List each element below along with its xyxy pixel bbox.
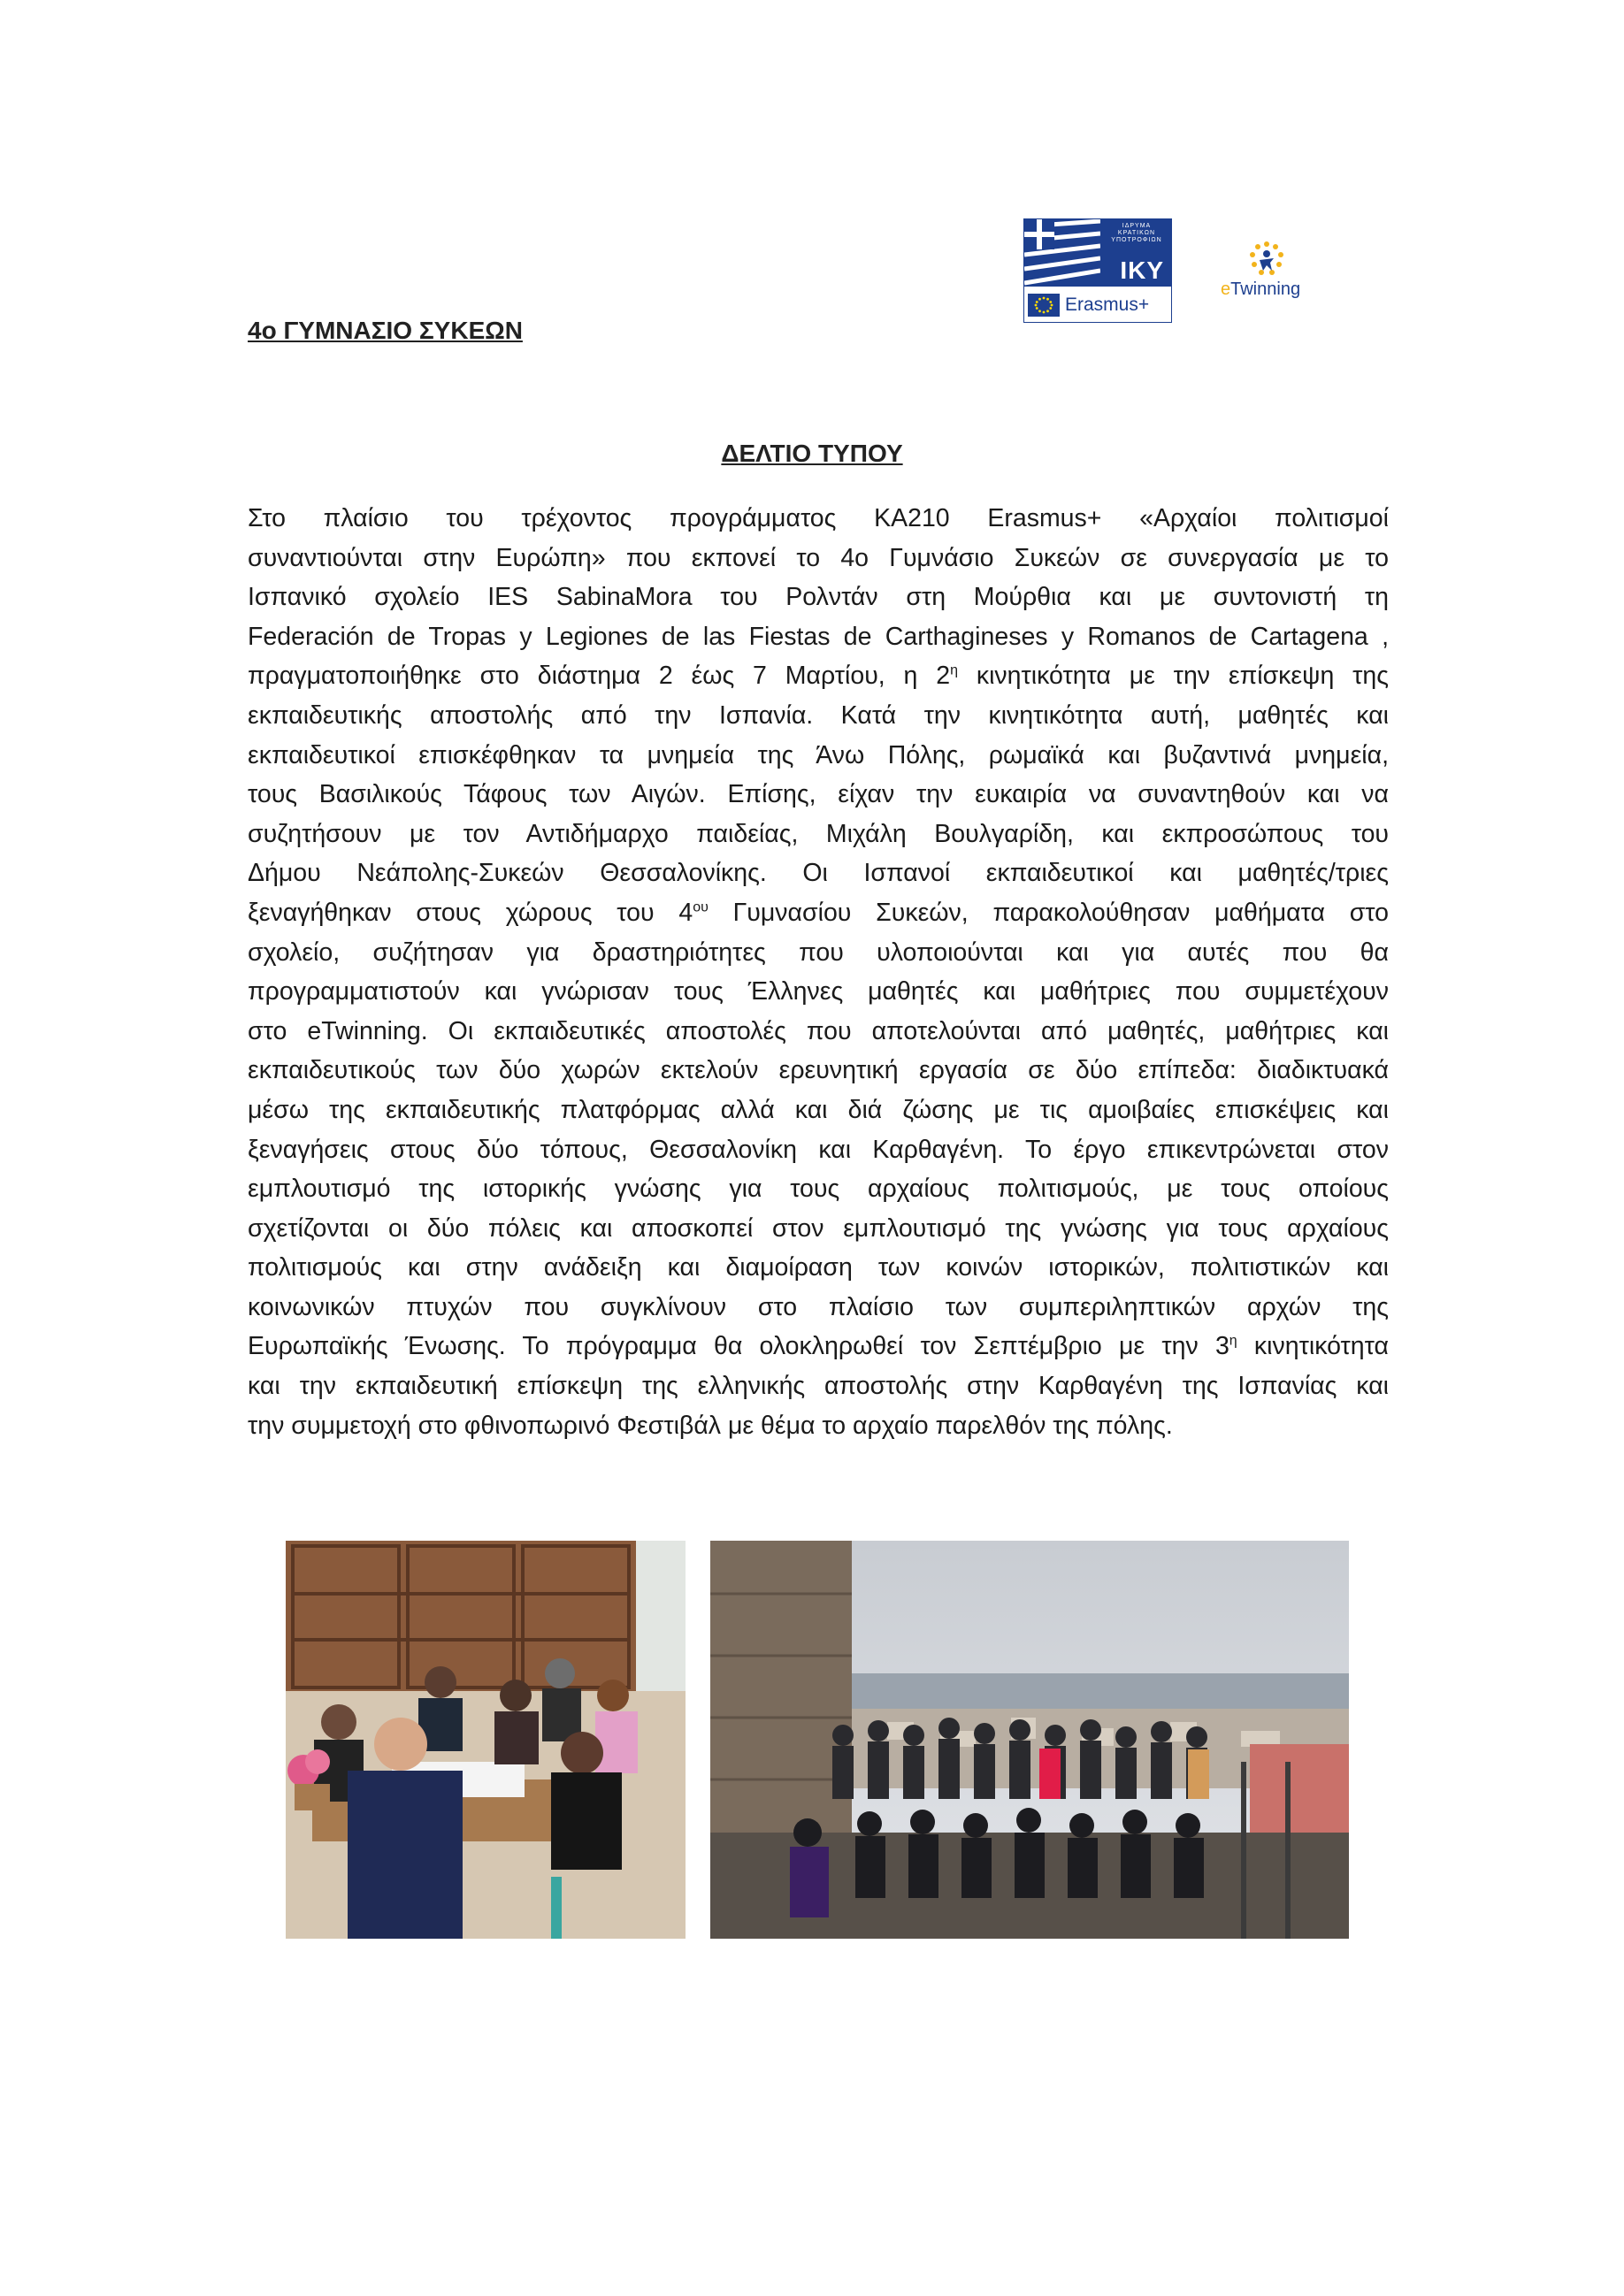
body-line: στο eTwinning. Οι εκπαιδευτικές αποστολές που αποτελούνται από μαθητές, μαθήτριες και <box>248 1016 1389 1045</box>
body-line: μέσω της εκπαιδευτικής πλατφόρμας αλλά και διά ζώσης με τις αμοιβαίες επισκέψεις και <box>248 1095 1389 1124</box>
body-line: ξεναγήθηκαν στους χώρους του $4^{o\upsilon}$ Γυμνασίου Συκεών, παρακολούθησαν μαθήματα στο <box>248 898 1389 927</box>
iky-wordmark: IKY <box>1120 256 1164 284</box>
body-line: Ισπανικό σχολείο IES SabinaMora του Ρολντάν στη Μούρθια και με συντονιστή τη <box>248 583 1389 612</box>
body-line: πολιτισμούς και στην ανάδειξη και διαμοίραση των κοινών ιστορικών, πολιτιστικών και <box>248 1253 1389 1282</box>
body-line: Στο πλαίσιο του τρέχοντος προγράμματος ΚΑ210 Erasmus+ «Αρχαίοι πολιτισμοί <box>248 504 1389 532</box>
body-line: Federación de Tropas y Legiones de las Fiestas de Carthagineses y Romanos de Cartagena , <box>248 622 1389 651</box>
body-line: εκπαιδευτικούς των δύο χωρών εκτελούν ερευνητική εργασία σε δύο επίπεδα: διαδικτυακά <box>248 1056 1389 1085</box>
body-line: εκπαιδευτικής αποστολής από την Ισπανία. Κατά την κινητικότητα αυτή, μαθητές και <box>248 700 1389 730</box>
body-line: κοινωνικών πτυχών που συγκλίνουν στο πλαίσιο των συμπεριληπτικών αρχών της <box>248 1292 1389 1321</box>
greek-flag-graphic <box>1024 219 1100 287</box>
body-line: και την εκπαιδευτική επίσκεψη της ελληνικής αποστολής στην Καρθαγένη της Ισπανίας και <box>248 1372 1389 1401</box>
erasmus-plus-wordmark: Erasmus+ <box>1065 295 1150 315</box>
body-line: προγραμματιστούν και γνώρισαν τους Έλληνες μαθητές και μαθήτριες που συμμετέχουν <box>248 977 1389 1006</box>
body-line: Δήμου Νεάπολης-Συκεών Θεσσαλονίκης. Οι Ισπανοί εκπαιδευτικοί και μαθητές/τριες <box>248 859 1389 888</box>
school-name: 4ο ΓΥΜΝΑΣΙΟ ΣΥΚΕΩΝ <box>248 317 523 344</box>
body-paragraph <box>248 499 1389 1445</box>
body-line: συζητήσουν με τον Αντιδήμαρχο παιδείας, Μιχάλη Βουλγαρίδη, και εκπροσώπους του <box>248 819 1389 848</box>
document-title: ΔΕΛΤΙΟ ΤΥΠΟΥ <box>721 440 903 467</box>
body-line: ξεναγήσεις στους δύο τόπους, Θεσσαλονίκη και Καρθαγένη. Το έργο επικεντρώνεται στον <box>248 1135 1389 1164</box>
body-line: εκπαιδευτικοί επισκέφθηκαν τα μνημεία της Άνω Πόλης, ρωμαϊκά και βυζαντινά μνημεία, <box>248 740 1389 769</box>
body-line-last: την συμμετοχή στο φθινοπωρινό Φεστιβάλ με θέμα το αρχαίο παρελθόν της πόλης. <box>248 1411 1173 1440</box>
body-line: εμπλουτισμό της ιστορικής γνώσης για τους αρχαίους πολιτισμούς, με τους οποίους <box>248 1175 1389 1204</box>
body-line: σχολείο, συζήτησαν για δραστηριότητες που υλοποιούνται και για αυτές που θα <box>248 938 1389 967</box>
iky-erasmus-logo <box>1023 218 1172 323</box>
group-photo <box>710 1541 1349 1939</box>
body-line: σχετίζονται οι δύο πόλεις και αποσκοπεί στον εμπλουτισμό της γνώσης για τους αρχαίους <box>248 1213 1389 1243</box>
etwinning-star-icon <box>1240 239 1293 281</box>
body-line: Ευρωπαϊκής Ένωσης. Το πρόγραμμα θα ολοκληρωθεί τον Σεπτέμβριο με την $3^\eta$ κινητικότητα <box>248 1332 1389 1361</box>
etwinning-logo: eTwinning <box>1221 239 1318 310</box>
eu-flag-icon <box>1028 294 1060 317</box>
meeting-photo <box>286 1541 686 1939</box>
body-line: συναντιούνται στην Ευρώπη» που εκπονεί το 4ο Γυμνάσιο Συκεών σε συνεργασία με το <box>248 543 1389 572</box>
iky-small-text: ΙΔΡΥΜΑ ΚΡΑΤΙΚΩΝ ΥΠΟΤΡΟΦΙΩΝ <box>1111 223 1162 243</box>
body-line: πραγματοποιήθηκε στο διάστημα 2 έως 7 Μαρτίου, η $2^\eta$ κινητικότητα με την επίσκεψη της <box>248 662 1389 691</box>
body-line: τους Βασιλικούς Τάφους των Αιγών. Επίσης, είχαν την ευκαιρία να συναντηθούν και να <box>248 780 1389 809</box>
